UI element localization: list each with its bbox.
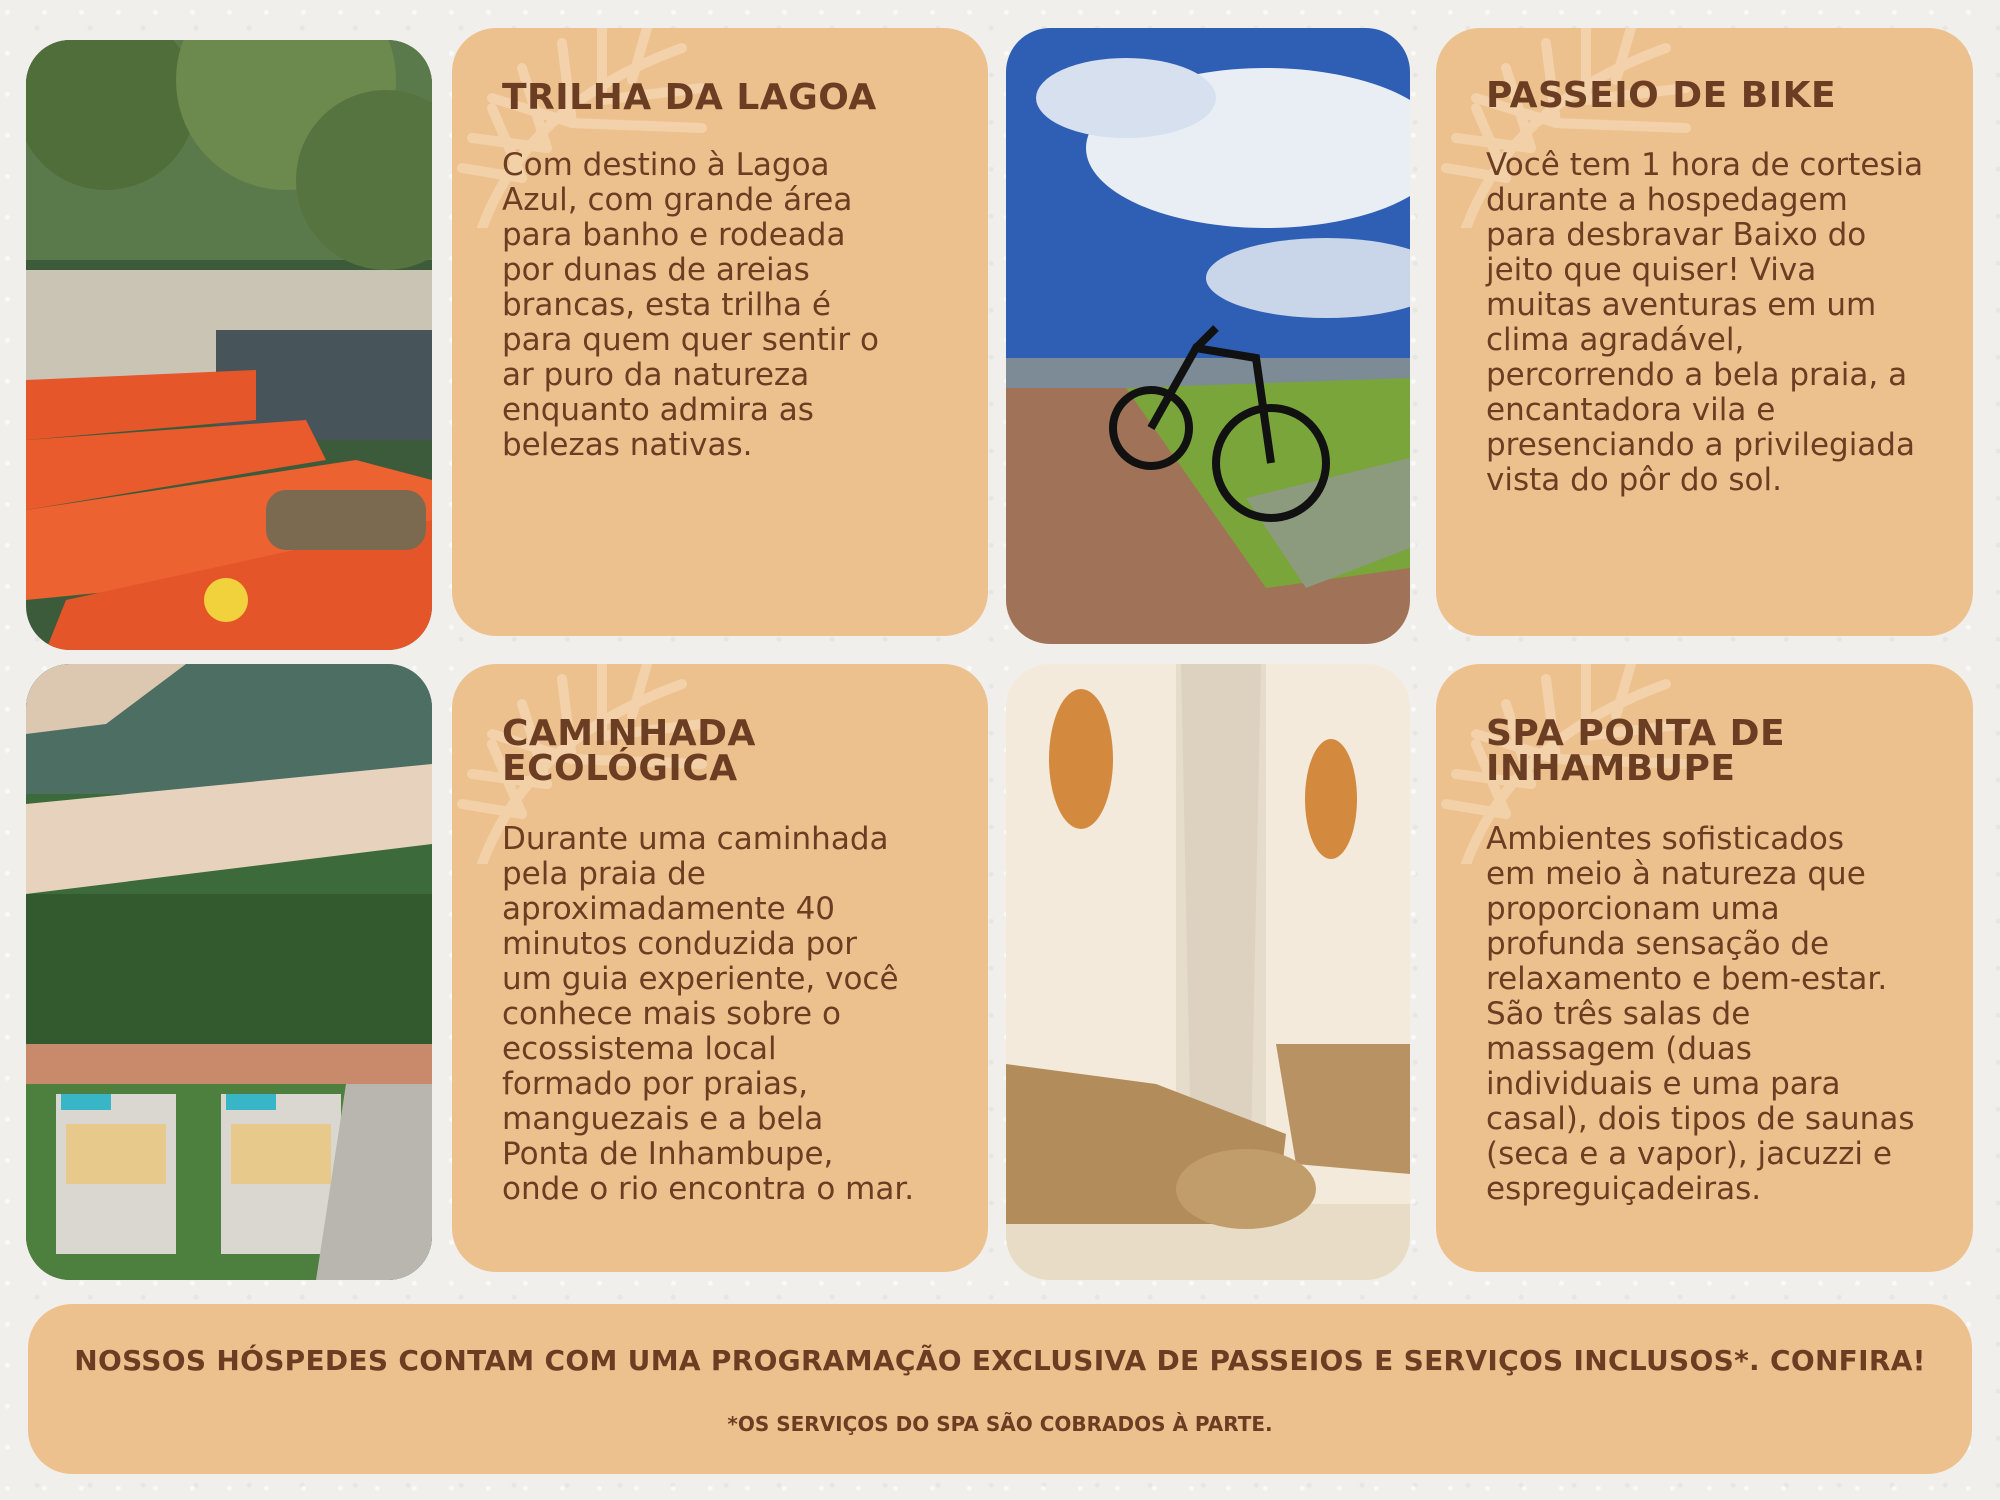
activity-card-bike xyxy=(1436,28,1973,636)
activity-card-spa xyxy=(1436,664,1973,1272)
card-title: SPA PONTA DE INHAMBUPE xyxy=(1486,713,1786,789)
bike-beach-photo xyxy=(1006,28,1410,644)
aerial-beach-villas-photo xyxy=(26,664,432,1280)
card-title: TRILHA DA LAGOA xyxy=(502,77,877,118)
activity-card-trilha xyxy=(452,28,988,636)
card-body: Você tem 1 hora de cortesia durante a hospedagem para desbravar Baixo do jeito que quiser! Viva muitas aventuras em um clima agradável, percorrendo a bela praia, a encantadora vila e presenciando a privilegiada vista do pôr do sol. xyxy=(1486,147,1924,498)
card-title: PASSEIO DE BIKE xyxy=(1486,75,1837,116)
card-title: CAMINHADA ECOLÓGICA xyxy=(502,713,756,789)
card-body: Ambientes sofisticados em meio à natureza que proporcionam uma profunda sensação de relaxamento e bem-estar. São três salas de massagem (duas individuais e uma para casal), dois tipos de saunas (seca e a vapor), jacuzzi e espreguiçadeiras. xyxy=(1486,821,1915,1207)
activity-card-caminhada xyxy=(452,664,988,1272)
spa-lounge-photo xyxy=(1006,664,1410,1280)
banner-headline: NOSSOS HÓSPEDES CONTAM COM UMA PROGRAMAÇÃO EXCLUSIVA DE PASSEIOS E SERVIÇOS INCLUSOS*. CONFIRA! xyxy=(74,1344,1926,1377)
card-body: Com destino à Lagoa Azul, com grande área para banho e rodeada por dunas de areias brancas, esta trilha é para quem quer sentir o ar puro da natureza enquanto admira as belezas nativas. xyxy=(502,147,879,463)
kayaks-lagoon-photo xyxy=(26,40,432,650)
card-body: Durante uma caminhada pela praia de aproximadamente 40 minutos conduzida por um guia experiente, você conhece mais sobre o ecossistema local formado por praias, manguezais e a bela Ponta de Inhambupe, onde o rio encontra o mar. xyxy=(502,821,915,1207)
footer-banner xyxy=(28,1304,1972,1474)
banner-footnote: *OS SERVIÇOS DO SPA SÃO COBRADOS À PARTE. xyxy=(727,1412,1273,1436)
